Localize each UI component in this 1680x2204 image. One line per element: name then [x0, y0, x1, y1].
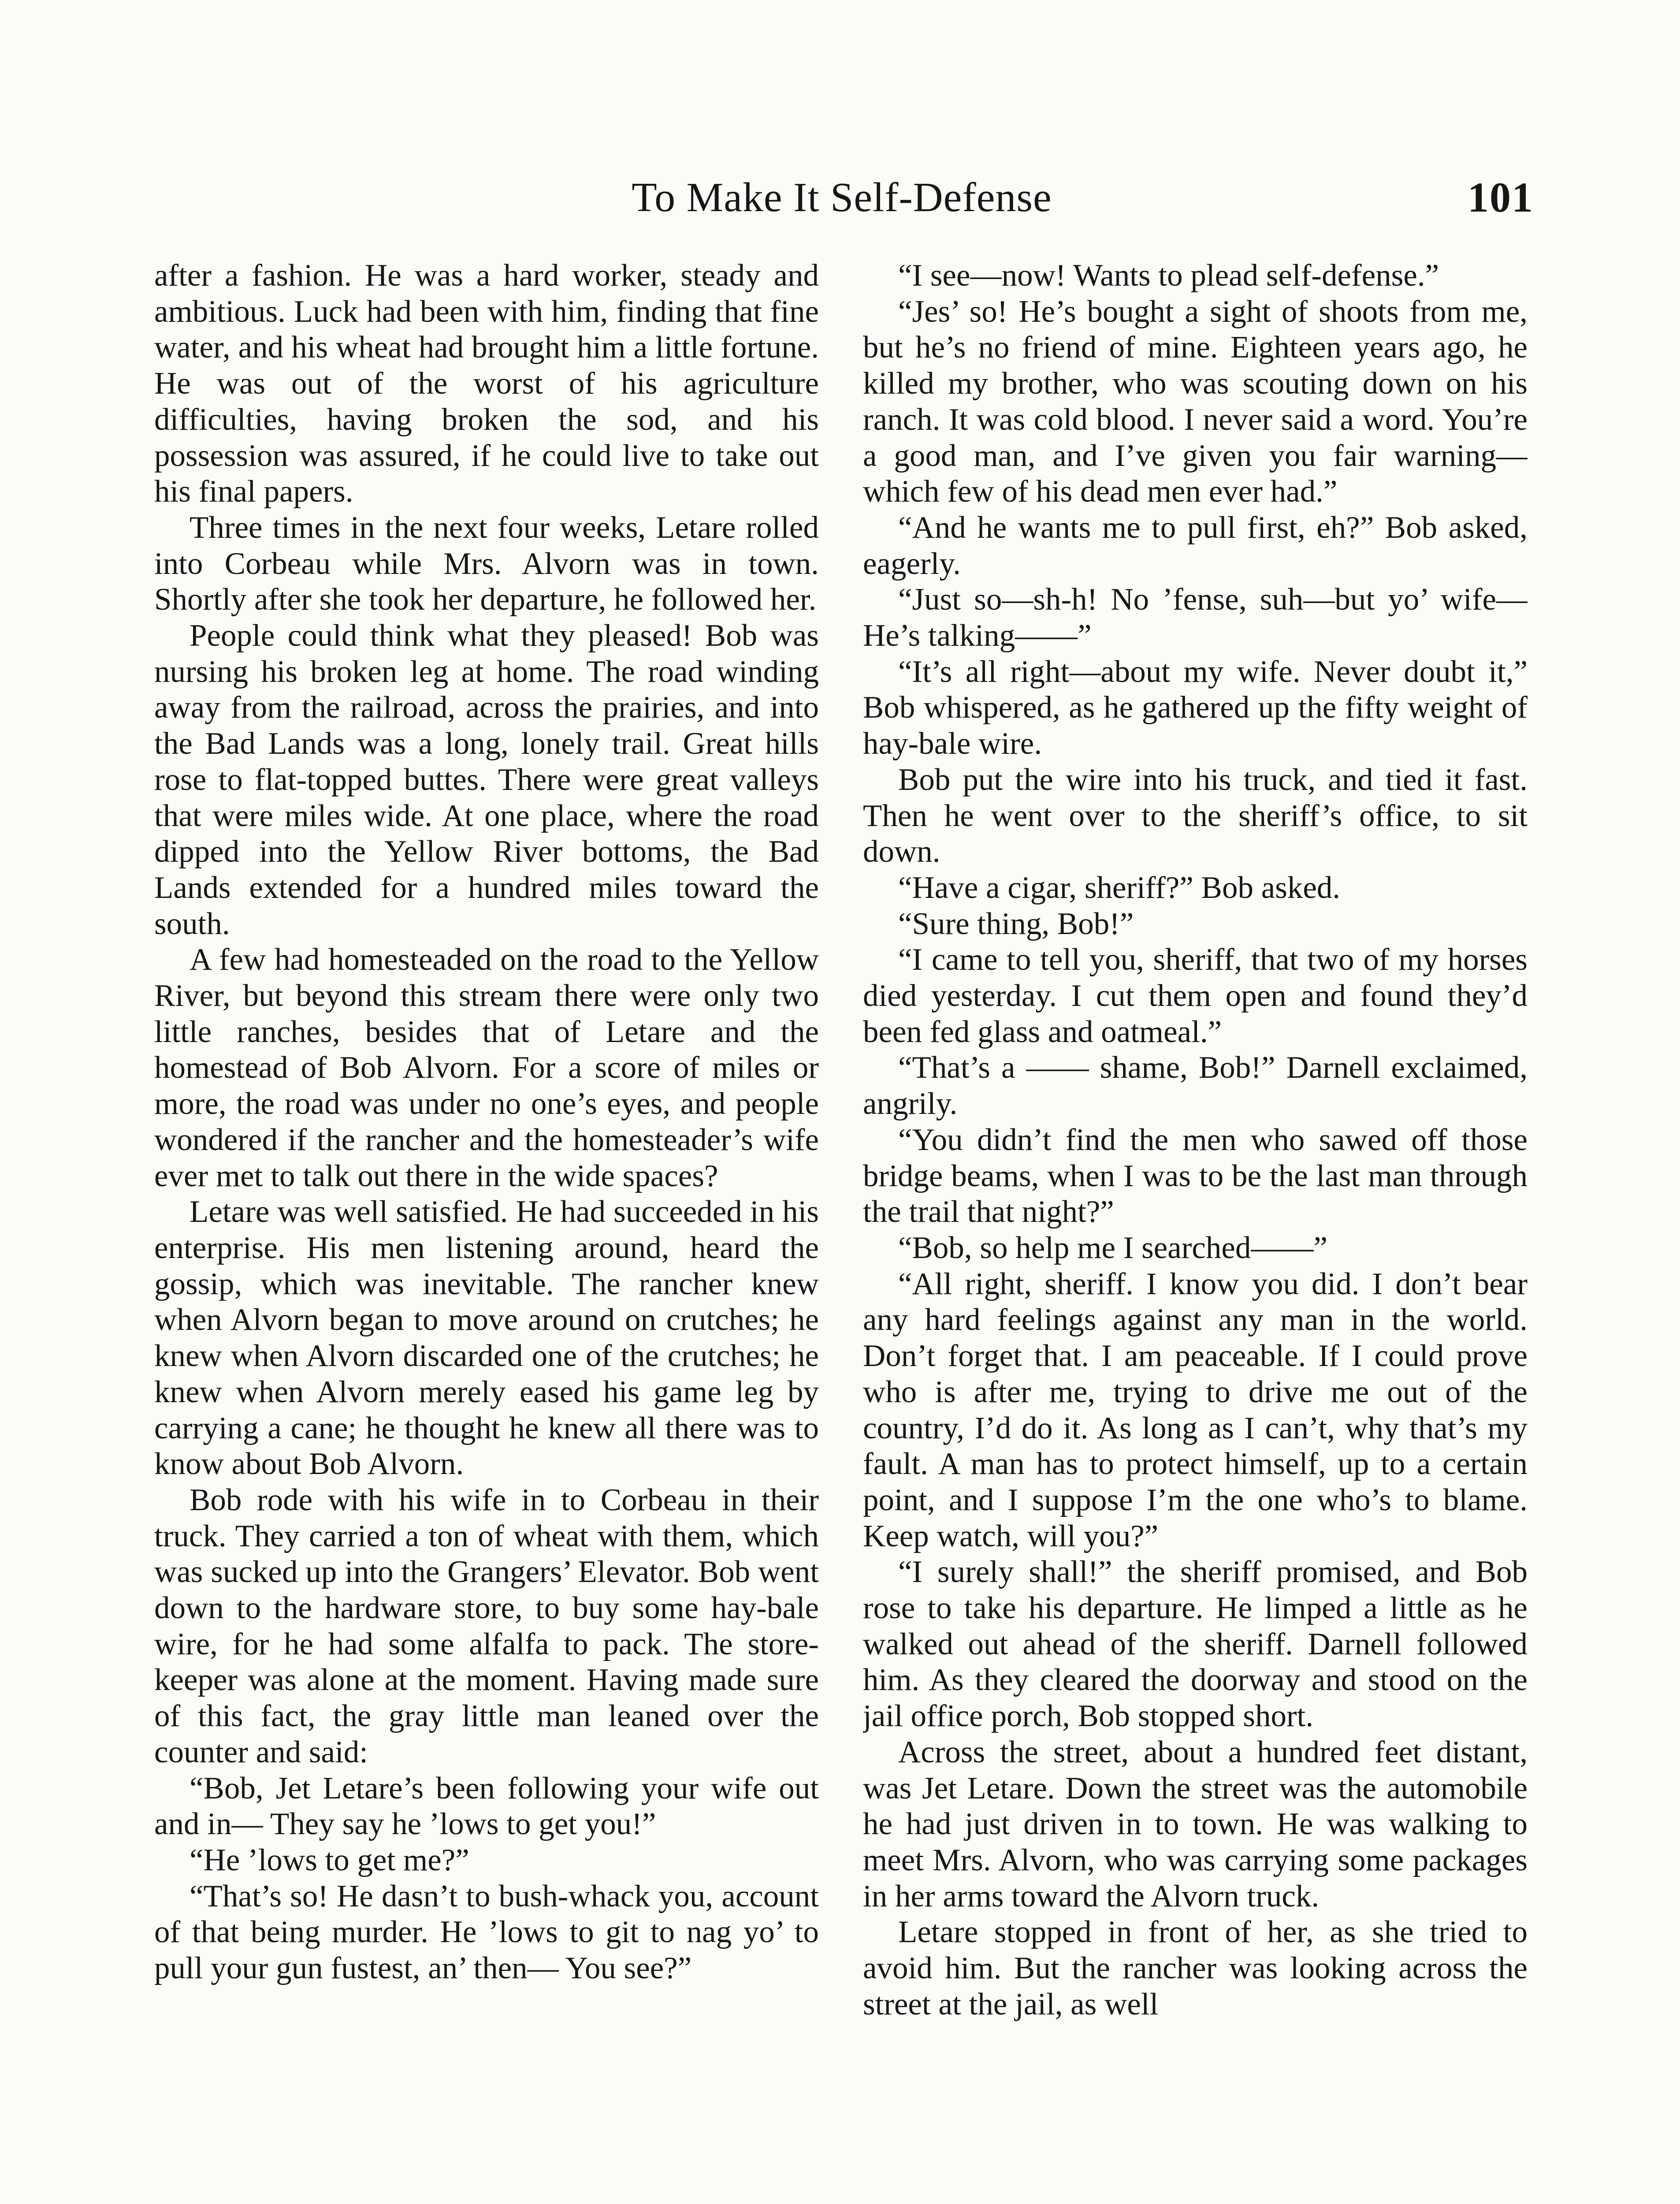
paragraph: “Bob, Jet Letare’s been following your wife out and in— They say he ’lows to get you!”	[154, 1771, 819, 1842]
paragraph: “Just so—sh-h! No ’fense, suh—but yo’ wife— He’s talking——”	[863, 582, 1528, 653]
paragraph: “It’s all right—about my wife. Never doubt it,” Bob whispered, as he gathered up the fifty weight of hay-bale wire.	[863, 654, 1528, 761]
paragraph: Across the street, about a hundred feet distant, was Jet Letare. Down the street was the automobile he had just driven in to town. He was walking to meet Mrs. Alvorn, who was carrying some packages in her arms toward the Alvorn truck.	[863, 1735, 1528, 1914]
paragraph: A few had homesteaded on the road to the Yellow River, but beyond this stream there were only two little ranches, besides that of Letare and the homestead of Bob Alvorn. For a score of miles or more, the road was under no one’s eyes, and people wondered if the rancher and the homesteader’s wife ever met to talk out there in the wide spaces?	[154, 942, 819, 1193]
right-column	[863, 258, 1528, 2204]
paragraph: Letare was well satisfied. He had succeeded in his enterprise. His men listening around, heard the gossip, which was inevitable. The rancher knew when Alvorn began to move around on crutches; he knew when Alvorn discarded one of the crutches; he knew when Alvorn merely eased his game leg by carrying a cane; he thought he knew all there was to know about Bob Alvorn.	[154, 1195, 819, 1482]
paragraph: “That’s a —— shame, Bob!” Darnell exclaimed, angrily.	[863, 1050, 1528, 1121]
paragraph: “Jes’ so! He’s bought a sight of shoots from me, but he’s no friend of mine. Eighteen years ago, he killed my brother, who was scouting down on his ranch. It was cold blood. I never said a word. You’re a good man, and I’ve given you fair warning—which few of his dead men ever had.”	[863, 294, 1528, 509]
paragraph: “You didn’t find the men who sawed off those bridge beams, when I was to be the last man through the trail that night?”	[863, 1122, 1528, 1229]
paragraph: Bob rode with his wife in to Corbeau in their truck. They carried a ton of wheat with them, which was sucked up into the Grangers’ Elevator. Bob went down to the hardware store, to buy some hay-bale wire, for he had some alfalfa to pack. The store-keeper was alone at the moment. Having made sure of this fact, the gray little man leaned over the counter and said:	[154, 1482, 819, 1769]
page-number: 101	[1468, 174, 1534, 221]
paragraph: after a fashion. He was a hard worker, steady and ambitious. Luck had been with him, finding that fine water, and his wheat had brought him a little fortune. He was out of the worst of his agriculture difficulties, having broken the sod, and his possession was assured, if he could live to take out his final papers.	[154, 258, 819, 509]
paragraph: Bob put the wire into his truck, and tied it fast. Then he went over to the sheriff’s office, to sit down.	[863, 762, 1528, 869]
paragraph: “Sure thing, Bob!”	[898, 906, 1134, 941]
paragraph: Letare stopped in front of her, as she tried to avoid him. But the rancher was looking across the street at the jail, as well	[863, 1915, 1528, 2022]
running-header	[150, 167, 1534, 228]
paragraph: “That’s so! He dasn’t to bush-whack you, account of that being murder. He ’lows to git to nag yo’ to pull your gun fustest, an’ then— You see?”	[154, 1879, 819, 1986]
paragraph: “I see—now! Wants to plead self-defense.”	[898, 258, 1439, 293]
paragraph: People could think what they pleased! Bob was nursing his broken leg at home. The road winding away from the railroad, across the prairies, and into the Bad Lands was a long, lonely trail. Great hills rose to flat-topped buttes. There were great valleys that were miles wide. At one place, where the road dipped into the Yellow River bottoms, the Bad Lands extended for a hundred miles toward the south.	[154, 618, 819, 941]
paragraph: “I came to tell you, sheriff, that two of my horses died yesterday. I cut them open and found they’d been fed glass and oatmeal.”	[863, 942, 1528, 1049]
paragraph: “Have a cigar, sheriff?” Bob asked.	[898, 870, 1341, 905]
chapter-title: To Make It Self-Defense	[632, 175, 1052, 220]
paragraph: Three times in the next four weeks, Letare rolled into Corbeau while Mrs. Alvorn was in town. Shortly after she took her departure, he followed her.	[154, 510, 819, 617]
paragraph: “Bob, so help me I searched——”	[898, 1230, 1327, 1265]
paragraph: “I surely shall!” the sheriff promised, and Bob rose to take his departure. He limped a little as he walked out ahead of the sheriff. Darnell followed him. As they cleared the doorway and stood on the jail office porch, Bob stopped short.	[863, 1555, 1528, 1734]
paragraph: “All right, sheriff. I know you did. I don’t bear any hard feelings against any man in the world. Don’t forget that. I am peaceable. If I could prove who is after me, trying to drive me out of the country, I’d do it. As long as I can’t, why that’s my fault. A man has to protect himself, up to a certain point, and I suppose I’m the one who’s to blame. Keep watch, will you?”	[863, 1266, 1528, 1553]
left-column	[154, 258, 819, 2204]
paragraph: “And he wants me to pull first, eh?” Bob asked, eagerly.	[863, 510, 1528, 581]
paragraph: “He ’lows to get me?”	[190, 1843, 469, 1877]
